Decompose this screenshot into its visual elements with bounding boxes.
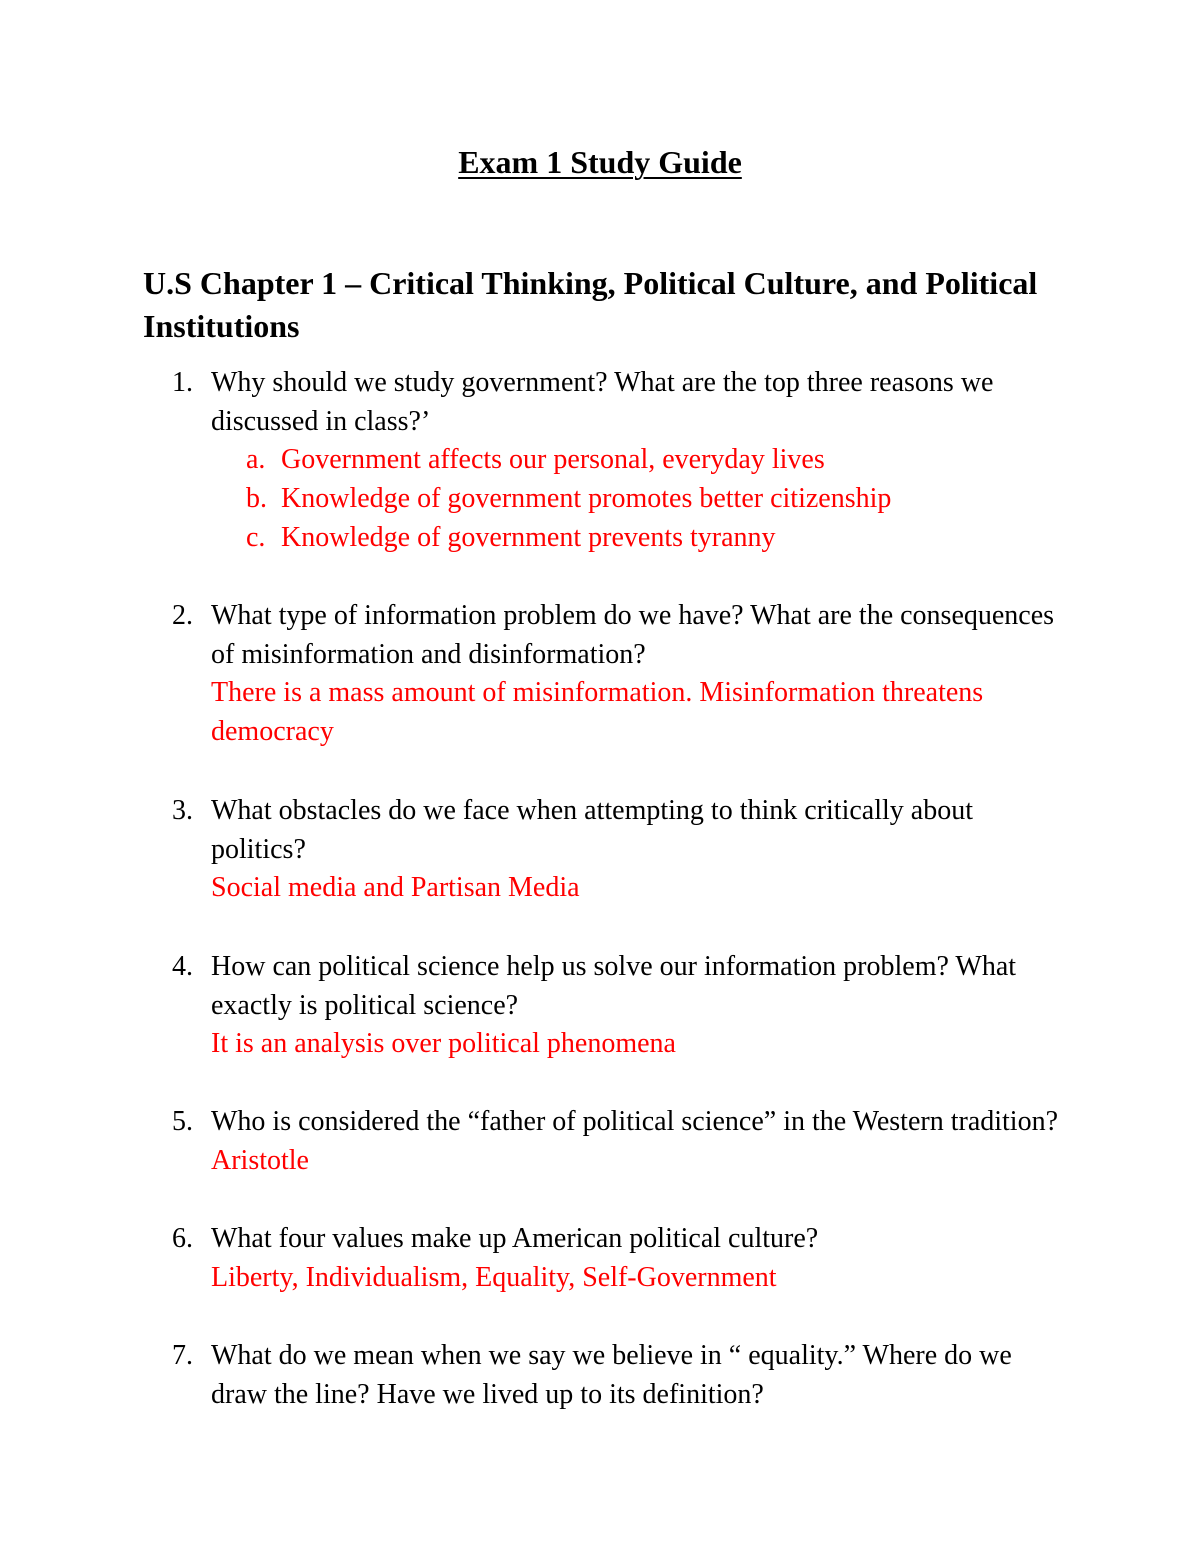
answer-text: Social media and Partisan Media [211,872,580,904]
answer-item-c [246,519,1072,558]
answer-text: Aristotle [211,1144,309,1176]
question-2 [172,597,1072,752]
question-number: 4. [172,951,193,982]
answer-text: There is a mass amount of misinformation. Misinformation threatens democracy [211,677,984,748]
answer-letter: b. [246,483,267,515]
chapter-heading: U.S Chapter 1 – Critical Thinking, Political Culture, and Political Institutions [143,265,1038,344]
answer-text: Government affects our personal, everyday lives [281,444,825,476]
question-5 [172,1103,1072,1180]
question-text: What four values make up American political culture? [211,1223,819,1254]
answer-text: Liberty, Individualism, Equality, Self-Government [211,1261,777,1293]
answer-text: Knowledge of government promotes better citizenship [281,483,892,515]
question-3 [172,792,1072,908]
question-number: 1. [172,367,193,398]
question-number: 5. [172,1106,193,1137]
question-number: 3. [172,795,193,826]
page-title: Exam 1 Study Guide [458,144,742,180]
question-number: 7. [172,1340,193,1371]
question-text: What do we mean when we say we believe in “ equality.” Where do we draw the line? Have we lived up to its definition? [211,1340,1012,1410]
question-number: 6. [172,1223,193,1254]
answer-item-a [246,441,1072,480]
question-text: What obstacles do we face when attempting to think critically about politics? [211,795,973,865]
answer-text: Knowledge of government prevents tyranny [281,521,776,553]
answer-item-b [246,480,1072,519]
answer-letter: a. [246,444,266,476]
answer-text: It is an analysis over political phenomena [211,1028,676,1060]
question-6 [172,1220,1072,1297]
question-4 [172,948,1072,1064]
question-text: How can political science help us solve our information problem? What exactly is political science? [211,951,1017,1021]
question-number: 2. [172,600,193,631]
answer-letter: c. [246,521,266,553]
question-text: Who is considered the “father of political science” in the Western tradition? [211,1106,1059,1137]
question-1 [172,364,1072,558]
question-text: Why should we study government? What are the top three reasons we discussed in class?’ [211,367,994,437]
question-text: What type of information problem do we have? What are the consequences of misinformation and disinformation? [211,600,1055,670]
question-7 [172,1337,1072,1414]
